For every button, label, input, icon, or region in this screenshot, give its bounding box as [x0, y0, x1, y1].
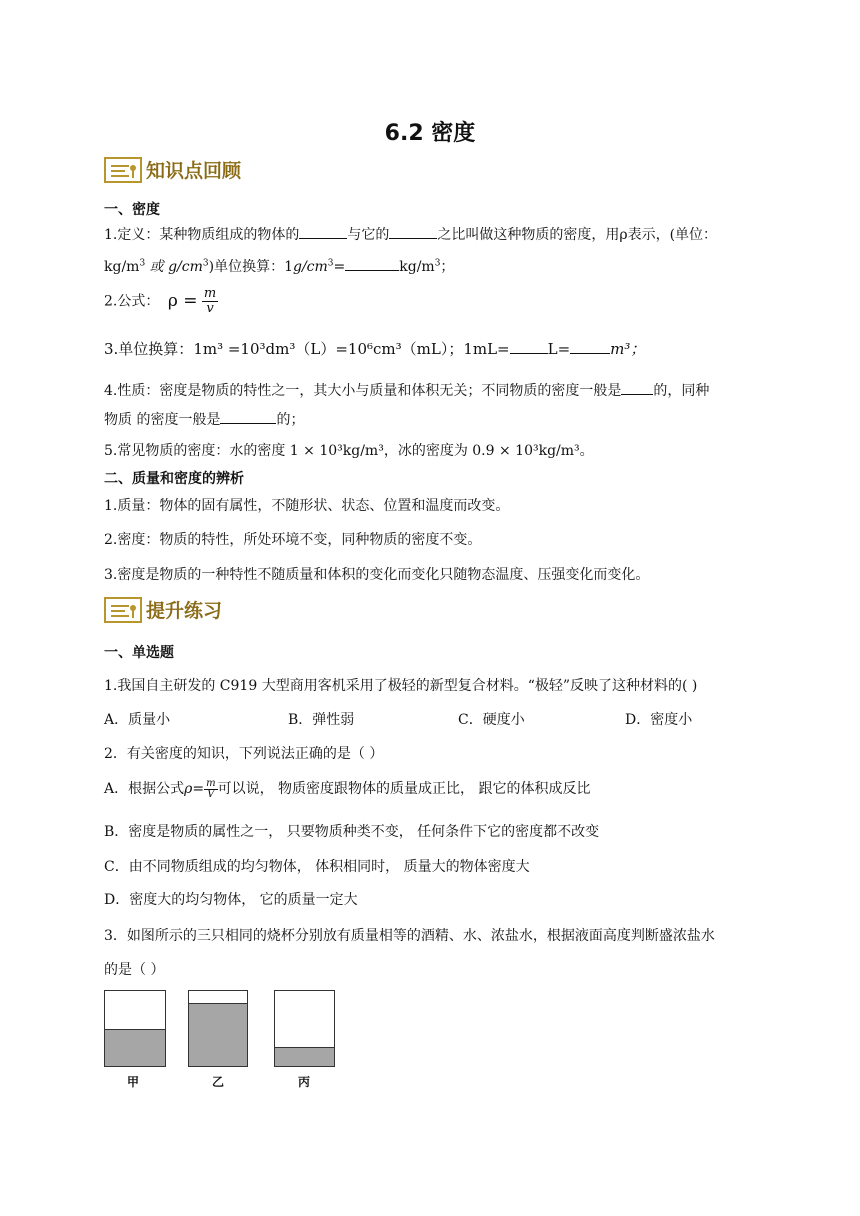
formula-fraction: $\frac{m}{v}$ [203, 286, 217, 316]
q1-option-d[interactable]: D．密度小 [625, 712, 693, 728]
property-line-2: 物质 的密度一般是 的； [104, 412, 305, 428]
question-1: 1.我国自主研发的 C919 大型商用客机采用了极轻的新型复合材料。“极轻”反映了这种材料的( ) [104, 678, 698, 694]
liquid-fill [189, 1003, 247, 1066]
beaker-bing [274, 990, 335, 1067]
question-3-line-2: 的是（ ） [104, 962, 165, 978]
section-title: 知识点回顾 [146, 160, 242, 182]
question-3-line-1: 3．如图所示的三只相同的烧杯分别放有质量相等的酒精、水、浓盐水，根据液面高度判断盛浓盐水 [104, 928, 715, 944]
common-density-line: 5.常见物质的密度：水的密度 1 × 10³kg/m³，冰的密度为 0.9 × 10³kg/m³。 [104, 443, 594, 459]
heading-single-choice: 一、单选题 [104, 645, 174, 661]
definition-line-2: $kg/m^3$ 或 $g/cm^3$)单位换算：$1g/cm^3= kg/m^3$； [104, 258, 455, 275]
lightbulb-note-icon [104, 597, 142, 623]
beaker-yi [188, 990, 248, 1067]
formula-line: 2.公式： ρ = $\frac{m}{v}$ [104, 286, 217, 316]
heading-distinction: 二、质量和密度的辨析 [104, 471, 244, 487]
section-header-review [104, 156, 241, 183]
q2-option-b[interactable]: B．密度是物质的属性之一， 只要物质种类不变， 任何条件下它的密度都不改变 [104, 824, 600, 840]
beaker-jia [104, 990, 166, 1067]
beaker-label-yi: 乙 [212, 1075, 225, 1089]
section-title: 提升练习 [146, 600, 223, 622]
q2a-fraction: $\frac{m}{V}$ [206, 777, 216, 800]
section-header-practice [104, 596, 222, 623]
q1-option-c[interactable]: C．硬度小 [458, 712, 525, 728]
q2-option-c[interactable]: C．由不同物质组成的均匀物体， 体积相同时， 质量大的物体密度大 [104, 859, 530, 875]
density-line: 2.密度：物质的特性，所处环境不变，同种物质的密度不变。 [104, 532, 482, 548]
definition-line-1: 1.定义：某种物质组成的物体的 与它的 之比叫做这种物质的密度，用ρ表示，(单位： [104, 227, 718, 243]
beaker-label-bing: 丙 [298, 1075, 311, 1089]
page-title: 6.2 密度 [384, 121, 476, 146]
q2-option-d[interactable]: D．密度大的均匀物体， 它的质量一定大 [104, 892, 358, 908]
liquid-fill [275, 1047, 334, 1066]
unit-conversion-line: 3.单位换算：1m³ =10³dm³（L）=10⁶cm³（mL）；1mL= L= m³； [104, 340, 646, 358]
q2-option-a[interactable]: A．根据公式ρ= $\frac{m}{V}$可以说， 物质密度跟物体的质量成正比， 跟它的体积成反比 [104, 777, 591, 800]
q1-option-b[interactable]: B．弹性弱 [288, 712, 355, 728]
density-property-line: 3.密度是物质的一种特性不随质量和体积的变化而变化只随物态温度、压强变化而变化。 [104, 567, 650, 583]
beaker-label-jia: 甲 [127, 1075, 140, 1089]
property-line-1: 4.性质：密度是物质的特性之一，其大小与质量和体积无关；不同物质的密度一般是 的，同种 [104, 383, 710, 399]
liquid-fill [105, 1029, 165, 1066]
heading-density: 一、密度 [104, 202, 160, 218]
q1-option-a[interactable]: A．质量小 [104, 712, 171, 728]
mass-line: 1.质量：物体的固有属性，不随形状、状态、位置和温度而改变。 [104, 498, 510, 514]
lightbulb-note-icon [104, 157, 142, 183]
question-2: 2．有关密度的知识，下列说法正确的是（ ） [104, 746, 384, 762]
